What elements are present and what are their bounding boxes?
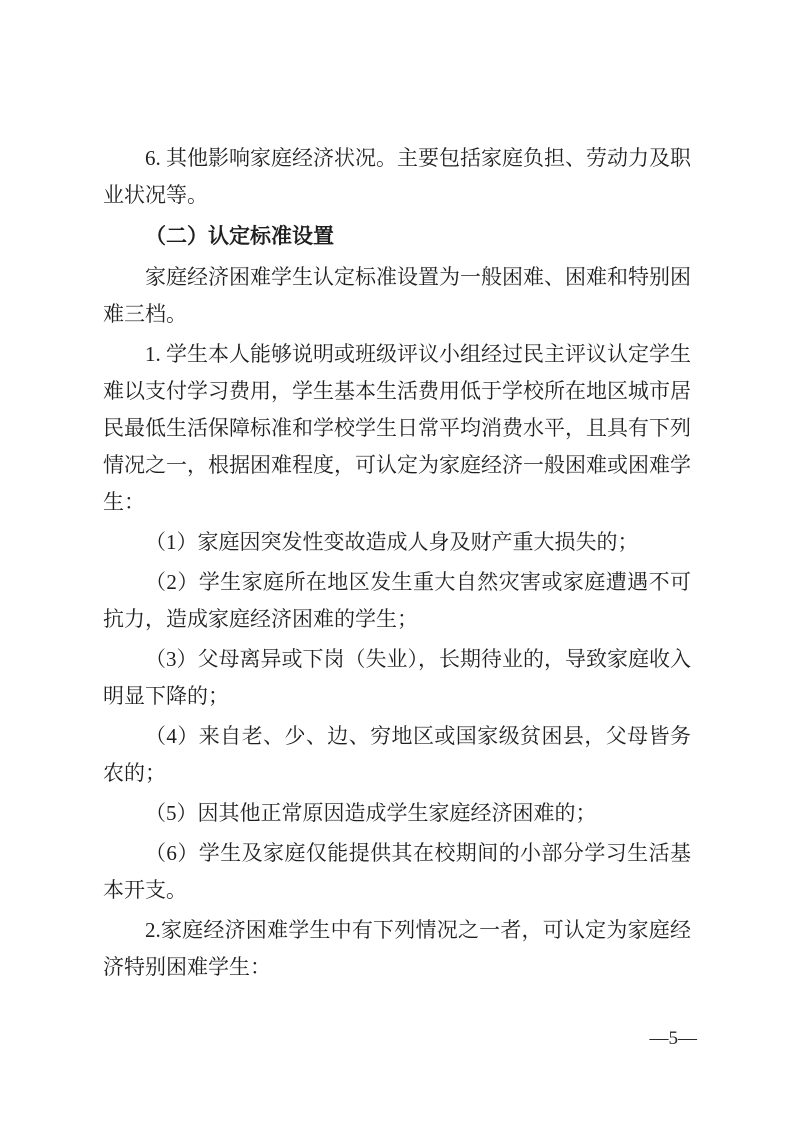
paragraph: （2）学生家庭所在地区发生重大自然灾害或家庭遭遇不可抗力，造成家庭经济困难的学生； [103, 570, 691, 631]
paragraph: 6. 其他影响家庭经济状况。主要包括家庭负担、劳动力及职业状况等。 [103, 146, 691, 207]
paragraph: （1）家庭因突发性变故造成人身及财产重大损失的； [145, 530, 639, 554]
section-heading: （二）认定标准设置 [145, 224, 334, 248]
paragraph: （5）因其他正常原因造成学生家庭经济困难的； [145, 801, 597, 825]
paragraph: 1. 学生本人能够说明或班级评议小组经过民主评议认定学生难以支付学习费用，学生基本生活费用低于学校所在地区城市居民最低生活保障标准和学校学生日常平均消费水平，且具有下列情况之一，根据困难程度，可认定为家庭经济一般困难或困难学生： [103, 342, 691, 514]
paragraph: （4）来自老、少、边、穷地区或国家级贫困县，父母皆务农的； [103, 724, 691, 785]
page-number: —5— [649, 1028, 697, 1049]
document-body [103, 140, 691, 989]
paragraph: 2.家庭经济困难学生中有下列情况之一者，可认定为家庭经济特别困难学生： [103, 918, 691, 979]
paragraph: （3）父母离异或下岗（失业），长期待业的，导致家庭收入明显下降的； [103, 647, 691, 708]
paragraph: （6）学生及家庭仅能提供其在校期间的小部分学习生活基本开支。 [103, 841, 691, 902]
paragraph: 家庭经济困难学生认定标准设置为一般困难、困难和特别困难三档。 [103, 265, 691, 326]
